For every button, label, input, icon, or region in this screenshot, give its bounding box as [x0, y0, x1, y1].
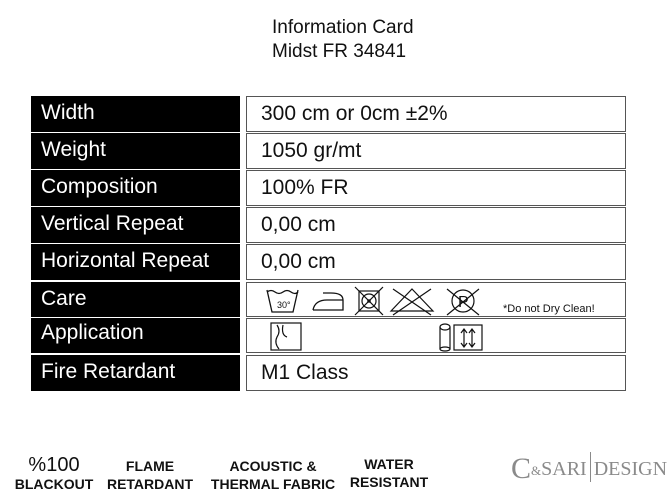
dry-clean-p-icon	[447, 289, 479, 315]
horizontal-repeat-row	[31, 244, 626, 280]
application-row	[31, 318, 626, 353]
vertical-repeat-value: 0,00 cm	[246, 207, 626, 243]
acoustic-thermal-badge	[202, 457, 344, 493]
care-row	[31, 282, 626, 317]
product-code: Midst FR 34841	[272, 41, 407, 62]
fire-retardant-row	[31, 355, 626, 391]
retardant-text: RETARDANT	[106, 476, 194, 492]
care-symbols	[247, 283, 507, 316]
weight-value: 1050 gr/mt	[246, 133, 626, 169]
width-label: Width	[31, 96, 240, 132]
company-logo: C&SARI DESIGN	[511, 452, 667, 485]
no-bleach-icon	[391, 289, 433, 315]
blackout-percent: %100	[28, 454, 80, 476]
composition-row	[31, 170, 626, 206]
composition-value: 100% FR	[246, 170, 626, 206]
water-resistant-badge	[344, 455, 434, 491]
water-text: WATER	[364, 456, 414, 472]
application-symbols	[247, 319, 627, 352]
svg-text:P: P	[458, 294, 469, 311]
vertical-repeat-label: Vertical Repeat	[31, 207, 240, 243]
acoustic-text: ACOUSTIC &	[229, 458, 317, 474]
flame-text: FLAME	[125, 458, 175, 474]
dry-clean-note: *Do not Dry Clean!	[503, 303, 595, 315]
card-title	[272, 16, 414, 64]
wash-30-icon	[267, 290, 298, 312]
fire-retardant-value: M1 Class	[246, 355, 626, 391]
wash-temp-label: 30°	[277, 300, 291, 310]
resistant-text: RESISTANT	[349, 474, 429, 490]
care-value	[246, 282, 626, 317]
width-value: 300 cm or 0cm ±2%	[246, 96, 626, 132]
card-heading: Information Card	[272, 17, 414, 38]
weight-label: Weight	[31, 133, 240, 169]
horizontal-repeat-value: 0,00 cm	[246, 244, 626, 280]
composition-label: Composition	[31, 170, 240, 206]
vertical-repeat-row	[31, 207, 626, 243]
application-value	[246, 318, 626, 353]
flame-retardant-badge	[102, 457, 198, 493]
curtain-icon	[271, 323, 301, 350]
weight-row	[31, 133, 626, 169]
horizontal-repeat-label: Horizontal Repeat	[31, 244, 240, 280]
width-row	[31, 96, 626, 132]
blackout-badge	[14, 455, 94, 493]
blackout-text: BLACKOUT	[14, 476, 94, 492]
no-tumble-dry-icon	[355, 287, 383, 315]
fabric-roll-icon	[440, 324, 482, 351]
application-label: Application	[31, 318, 240, 353]
care-label: Care	[31, 282, 240, 317]
iron-icon	[313, 293, 343, 310]
fire-retardant-label: Fire Retardant	[31, 355, 240, 391]
thermal-text: THERMAL FABRIC	[210, 476, 336, 492]
